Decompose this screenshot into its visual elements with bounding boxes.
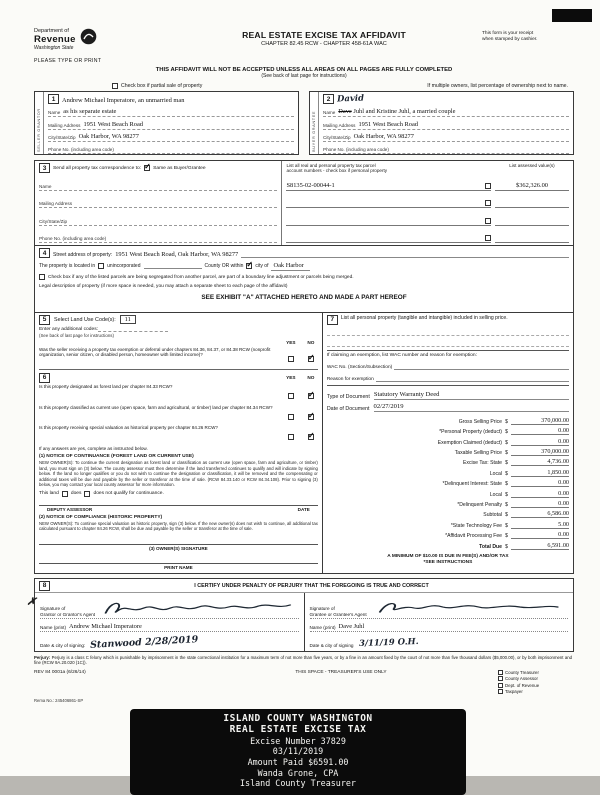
see-back-note: (See back of last page for instructions): [39, 333, 114, 338]
exemption-label: If claiming an exemption, list WAC number and reason for exemption:: [326, 352, 477, 358]
county-or-label: County OR within: [204, 263, 244, 269]
divider: [327, 350, 569, 351]
buyer-side-strip: [310, 92, 319, 154]
grantor-date-label: Date & city of signing:: [40, 642, 86, 648]
personal-property-checkbox-2[interactable]: [485, 200, 491, 206]
money-row-delinq-penalty: *Delinquent Penalty $ 0.00: [457, 500, 569, 509]
notice-compliance-title: (2) NOTICE OF COMPLIANCE (HISTORIC PROPERTY): [39, 514, 163, 520]
unincorporated-label: unincorporated: [107, 263, 141, 269]
stamp-reet-line: REAL ESTATE EXCISE TAX: [229, 723, 367, 735]
personal-property-field-2[interactable]: [327, 336, 569, 347]
seller-side-label: SELLER GRANTOR: [36, 108, 41, 152]
print-name-caption: PRINT NAME: [164, 564, 193, 570]
no-header: NO: [307, 340, 315, 345]
unincorporated-checkbox[interactable]: [98, 263, 104, 269]
s5-yes-checkbox[interactable]: [288, 356, 294, 362]
section8-certification: [26, 578, 574, 652]
top-check-line: [34, 83, 574, 89]
additional-codes-field[interactable]: [98, 327, 168, 332]
wac-no-field[interactable]: [394, 364, 569, 370]
grantor-signature-block: [35, 593, 304, 651]
stamp-county-line: ISLAND COUNTY WASHINGTON: [223, 712, 373, 724]
perjury-label: Perjury:: [34, 654, 51, 660]
land-use-code-value[interactable]: 11: [120, 315, 136, 324]
owners-signature-caption: (3) OWNER(S) SIGNATURE: [149, 545, 208, 551]
certify-statement: I CERTIFY UNDER PENALTY OF PERJURY THAT THE FOREGOING IS TRUE AND CORRECT: [194, 582, 429, 589]
divider: [327, 385, 569, 386]
current-use-question: Is this property classified as current use (open space, farm and agricultural, or timber) land per chapter 84.34 RCW?: [39, 404, 273, 410]
perjury-body: Perjury is a class C felony which is punishable by imprisonment in the state correctional institution for a maximum term of not more than five years, or by a fine in an amount fixed by the court of not more than five thousand dollars ($5,000.00), or by both imprisonment and fine (RCW 9A.20.020 (1C)).: [34, 654, 573, 666]
segregated-checkbox[interactable]: [39, 274, 45, 280]
seller-name-line1: Andrew Michael Imperatore, an unmarried man: [62, 97, 185, 105]
does-label: does: [70, 491, 82, 497]
corr-mailing-label: Mailing Address: [39, 201, 73, 206]
middle-columns: [34, 313, 574, 574]
form-title: REAL ESTATE EXCISE TAX AFFIDAVIT: [242, 30, 406, 40]
dept-line2: Revenue: [34, 34, 76, 45]
city-of-label: city of: [255, 263, 269, 269]
s5-no-checkbox[interactable]: [308, 356, 314, 362]
multiple-owners-label: If multiple owners, list percentage of ownership next to name.: [427, 83, 568, 89]
money-row-gross: Gross Selling Price $ 370,000.00: [458, 416, 569, 425]
county-assessor-label: County Assessor: [505, 676, 538, 682]
please-type-label: PLEASE TYPE OR PRINT: [34, 58, 102, 64]
land-does-checkbox[interactable]: [62, 491, 68, 497]
distribution-checkboxes: [498, 670, 574, 696]
owners-signature-line[interactable]: [39, 532, 318, 545]
buyer-name-rest: Juhl and Kristine Juhl, a married couple: [353, 108, 456, 116]
if-yes-instruction: If any answers are yes, complete as instructed below.: [39, 446, 148, 451]
sections-5-6-column: [35, 313, 323, 573]
q3-yes-checkbox[interactable]: [288, 434, 294, 440]
form-header: [34, 28, 574, 64]
seller-mailing-value: 1951 West Beach Road: [83, 120, 143, 128]
seller-name-label: Name: [48, 110, 61, 116]
dor-logo-block: [34, 28, 166, 64]
same-as-buyer-checkbox[interactable]: [144, 165, 150, 171]
section4-property-location: [34, 246, 574, 313]
money-row-tech-fee: *State Technology Fee $ 5.00: [450, 520, 569, 529]
money-row-taxable: Taxable Selling Price $ 370,000.00: [454, 448, 569, 457]
completion-warning: THIS AFFIDAVIT WILL NOT BE ACCEPTED UNLESS ALL AREAS ON ALL PAGES ARE FULLY COMPLETED: [155, 67, 453, 73]
treasurer-stamp: [130, 709, 466, 795]
historic-property-question: Is this property receiving special valuation as historical property per chapter 84.26 RCW?: [39, 425, 218, 430]
county-assessor-checkbox[interactable]: [498, 676, 503, 681]
section4-number: 4: [39, 248, 50, 258]
section3-number: 3: [39, 163, 50, 173]
stamp-treasurer-title: Island County Treasurer: [240, 778, 356, 789]
yes-header-2: YES: [286, 375, 296, 380]
money-row-subtotal: Subtotal $ 6,586.00: [483, 510, 569, 519]
dept-revenue-checkbox[interactable]: [498, 683, 503, 688]
print-name-line[interactable]: [39, 551, 318, 564]
this-land-label: This land: [39, 491, 59, 497]
located-pre-label: The property is located in: [39, 263, 96, 269]
grantor-name-print-label: Name (print): [40, 624, 67, 630]
buyer-phone-label: Phone No. (including area code): [323, 147, 389, 153]
grantee-name-print-value: Dave Juhl: [338, 622, 365, 630]
money-row-excise-local: Local $ 1,850.00: [489, 468, 569, 477]
dept-line3: Washington State: [34, 45, 74, 51]
receipt-note: [482, 28, 574, 43]
grantee-date-label: Date & city of signing: [309, 642, 354, 648]
county-field[interactable]: [144, 263, 202, 269]
date-label: DATE: [297, 506, 310, 512]
handwritten-x-mark: ✗: [26, 594, 38, 609]
section-7-column: [323, 313, 573, 573]
section3-tax-correspondence: [34, 160, 574, 246]
buyer-grantee-box: [309, 91, 574, 155]
assessed-value-1: $362,326.00: [495, 182, 569, 191]
money-row-total-due: Total Due $ 6,591.00: [479, 541, 569, 550]
buyer-name-label: Name: [323, 110, 336, 116]
minimum-fee-note: A MINIMUM OF $10.00 IS DUE IN FEE(S) AND/OR TAX: [387, 553, 509, 559]
taxpayer-label: Taxpayer: [505, 689, 523, 695]
seller-name-line2: as his separate estate: [63, 108, 117, 116]
grantee-name-print-label: Name (print): [309, 624, 336, 630]
partial-sale-checkbox[interactable]: [112, 83, 118, 89]
section5-question: Was the seller receiving a property tax exemption or deferral under chapters 84.36, 84.37, or 84.38 RCW (nonprofit organization, senior citizen, or disabled person, homeowner with limited income)?: [39, 346, 271, 358]
seller-side-strip: [35, 92, 44, 154]
buyer-side-label: BUYER GRANTEE: [311, 110, 316, 152]
q1-no-checkbox[interactable]: [308, 393, 314, 399]
grantor-date-handwriting: Stanwood 2/28/2019: [90, 633, 199, 651]
street-address-fill: [241, 257, 569, 258]
corr-phone-label: Phone No. (including area code): [39, 236, 107, 241]
stamp-excise-number: Excise Number 37829: [250, 735, 346, 746]
deputy-assessor-label: DEPUTY ASSESSOR: [47, 506, 93, 512]
parties-section: [34, 91, 574, 155]
section6-number: 6: [39, 373, 50, 383]
q1-yes-checkbox[interactable]: [288, 393, 294, 399]
grantor-sig-label1: Signature of: [40, 605, 66, 611]
section7-number: 7: [327, 315, 338, 325]
seller-city-value: Oak Harbor, WA 98277: [78, 132, 139, 140]
street-address-label: Street address of property:: [53, 252, 113, 258]
notice-continuance-title: (1) NOTICE OF CONTINUANCE (FOREST LAND OR CURRENT USE): [39, 454, 194, 459]
parcel-header-line1: List all real and personal property tax parcel: [286, 163, 376, 168]
grantee-date-handwriting: 3/11/19 O.H.: [358, 636, 419, 649]
stamp-amount-paid: Amount Paid $6591.00: [247, 756, 349, 767]
city-of-value: Oak Harbor: [271, 262, 309, 271]
grantee-signature-block: [304, 593, 574, 651]
section8-number: 8: [39, 581, 50, 591]
personal-property-checkbox-4[interactable]: [485, 235, 491, 241]
yes-no-header-1: [284, 340, 318, 345]
partial-sale-label: Check box if partial sale of property: [121, 83, 203, 89]
personal-property-label: List all personal property (tangible and intangible) included in selling price.: [340, 314, 508, 321]
grantor-name-print-value: Andrew Michael Imperatore: [69, 622, 142, 630]
dept-line1: Department of: [34, 28, 69, 34]
reference-number: Rema No.: 245406861-SP: [34, 697, 84, 703]
seller-grantor-box: [34, 91, 299, 155]
money-row-excise-state: Excise Tax: State $ 4,736.00: [463, 458, 569, 467]
yes-header: YES: [286, 340, 296, 345]
notice-continuance-body: NEW OWNER(S): To continue the current designation as forest land or classification as current use (open space, farm and agriculture, or timber) land, you must sign on (3) below. The county assessor must then determine if the land transferred continues to qualify and will indicate by signing below. If the land no longer qualifies or you do not wish to continue the designation or classification, it will be removed and the compensating or additional taxes will be due and payable by the seller or transferor at the time of sale. (RCW 84.33.140 or RCW 84.34.108). Prior to signing (3) below, you may contact your local county assessor for more information.: [39, 460, 318, 488]
yes-no-header-2: [284, 375, 318, 380]
form-rev-number: REV 84 0001a (6/26/14): [34, 669, 86, 675]
grantor-signature: [99, 598, 298, 618]
buyer-city-label: City/State/Zip: [323, 134, 351, 140]
land-use-label: Select Land Use Code(s):: [54, 316, 116, 323]
date-of-document-value: 02/27/2019: [374, 403, 569, 412]
forest-land-question: Is this property designated as forest land per chapter 84.33 RCW?: [39, 384, 173, 389]
taxpayer-checkbox[interactable]: [498, 689, 503, 694]
corr-name-label: Name: [39, 183, 52, 189]
notice-compliance-body: NEW OWNER(S): To continue special valuation as historic property, sign (3) below. If the new owner(s) does not wish to continue, all additional tax calculated pursuant to chapter 84.26 RCW, shall be due and payable by the seller or transferor at the time of sale.: [39, 520, 318, 532]
seller-mailing-label: Mailing Address: [48, 122, 81, 128]
date-of-document-label: Date of Document: [326, 405, 370, 412]
buyer-mailing-label: Mailing Address: [323, 122, 356, 128]
additional-codes-label: Enter any additional codes:: [39, 327, 98, 332]
q3-no-checkbox[interactable]: [308, 434, 314, 440]
seller-phone-label: Phone No. (including area code): [48, 147, 114, 153]
reason-exemption-field[interactable]: [376, 376, 569, 382]
exhibit-a-text: SEE EXHIBIT "A" ATTACHED HERETO AND MADE A PART HEREOF: [201, 293, 407, 301]
stamp-date: 03/11/2019: [272, 746, 324, 757]
money-row-exemption: Exemption Claimed (deduct) $ 0.00: [437, 437, 569, 446]
deputy-assessor-signature-line[interactable]: [39, 497, 318, 506]
seller-city-label: City/State/Zip: [48, 134, 76, 140]
assessed-value-field-4[interactable]: [495, 241, 569, 243]
grantee-signature: [371, 598, 568, 618]
county-treasurer-checkbox[interactable]: [498, 670, 503, 675]
see-instructions-note: *SEE INSTRUCTIONS: [423, 560, 473, 566]
buyer-name-struck: Dave: [338, 108, 352, 116]
section1-number: 1: [48, 94, 59, 104]
section2-number: 2: [323, 94, 334, 104]
wac-no-label: WAC No. (Section/Subsection): [326, 364, 393, 370]
receipt-line1: This form is your receipt: [482, 31, 534, 36]
rev-line: [34, 670, 574, 696]
completion-warning-sub: (See back of last page for instructions): [261, 73, 347, 79]
legal-description-label: Legal description of property (if more space is needed, you may attach a separate sheet to each page of the affidavit): [39, 283, 288, 289]
parcel-header-line2: account numbers - check box if personal property: [286, 168, 388, 174]
money-row-delinq-interest-local: Local $ 0.00: [489, 489, 569, 498]
no-header-2: NO: [307, 375, 315, 380]
money-row-processing-fee: *Affidavit Processing Fee $ 0.00: [445, 531, 569, 540]
section5-number: 5: [39, 315, 50, 325]
q2-no-checkbox[interactable]: [308, 414, 314, 420]
divider: [39, 369, 318, 370]
grantee-sig-label2: Grantee or Grantee's Agent: [309, 611, 367, 617]
scan-corner-mark: [552, 9, 592, 22]
parcel-number-value: S8135-02-00044-1: [286, 181, 335, 189]
city-checkbox[interactable]: [246, 263, 252, 269]
dor-seal-icon: [80, 28, 97, 45]
form-subtitle: CHAPTER 82.45 RCW - CHAPTER 458-61A WAC: [261, 41, 387, 47]
grantor-sig-label2: Grantor or Grantor's Agent: [40, 611, 96, 617]
corr-city-label: City/State/Zip: [39, 218, 68, 224]
segregated-label: Check box if any of the listed parcels are being segregated from another parcel, are part of a boundary line adjustment or parcels being merged.: [48, 274, 354, 280]
perjury-paragraph: [34, 655, 574, 666]
buyer-mailing-value: 1951 West Beach Road: [358, 120, 418, 128]
county-treasurer-label: County Treasurer: [505, 669, 539, 675]
assessed-value-header: List assessed value(s): [509, 163, 555, 168]
money-row-delinq-interest-state: *Delinquent Interest: State $ 0.00: [442, 479, 569, 488]
land-does-not-checkbox[interactable]: [84, 491, 90, 497]
grantee-sig-label1: Signature of: [309, 605, 335, 611]
treasurer-use-only-label: THIS SPACE - TREASURER'S USE ONLY: [295, 669, 387, 675]
send-correspondence-label: Send all property tax correspondence to:: [53, 165, 142, 171]
personal-property-field-1[interactable]: [327, 325, 569, 336]
does-not-label: does not qualify for continuance.: [93, 491, 164, 497]
reason-exemption-label: Reason for exemption: [326, 376, 374, 382]
same-as-buyer-label: Same as Buyer/Grantee: [153, 165, 206, 171]
q2-yes-checkbox[interactable]: [288, 414, 294, 420]
receipt-line2: when stamped by cashier.: [482, 37, 538, 43]
street-address-value: 1951 West Beach Road, Oak Harbor, WA 98277: [115, 251, 239, 258]
type-of-document-label: Type of Document: [326, 393, 370, 400]
personal-property-checkbox-1[interactable]: [485, 183, 491, 189]
type-of-document-value: Statutory Warranty Deed: [374, 391, 569, 400]
money-rows: [327, 415, 569, 550]
stamp-treasurer-name: Wanda Grone, CPA: [257, 767, 339, 778]
money-row-personal: *Personal Property (deduct) $ 0.00: [439, 427, 569, 436]
personal-property-checkbox-3[interactable]: [485, 218, 491, 224]
dept-revenue-label: Dept. of Revenue: [505, 682, 540, 688]
buyer-handwritten-name: David: [336, 93, 365, 105]
buyer-city-value: Oak Harbor, WA 98277: [353, 132, 414, 140]
